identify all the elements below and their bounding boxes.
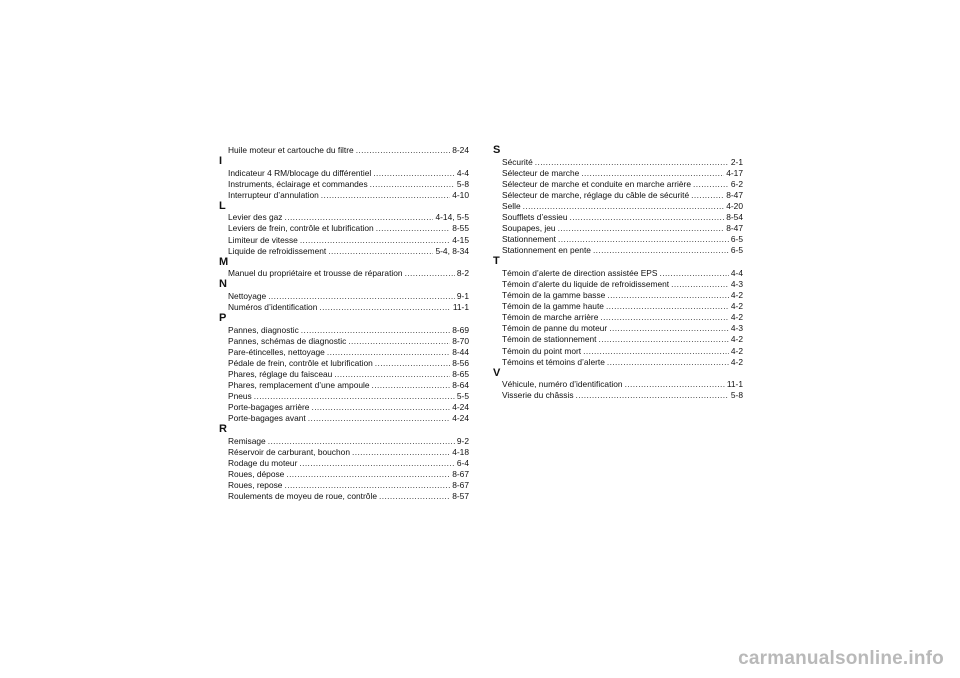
index-entry: [228, 447, 469, 458]
index-entry-page: 9-1: [456, 290, 469, 301]
index-entry-label: Huile moteur et cartouche du filtre: [228, 145, 354, 155]
index-entry-label: Liquide de refroidissement: [228, 245, 327, 256]
index-entry-page: 6-2: [730, 178, 743, 189]
dot-leader: [321, 190, 450, 201]
dot-leader: [311, 402, 450, 413]
dot-leader: [606, 301, 729, 312]
index-entry-page: 6-5: [730, 245, 743, 256]
index-entry-label: Sélecteur de marche, réglage du câble de sécurité: [502, 189, 690, 200]
index-entry-label: Témoin du point mort: [502, 345, 582, 356]
dot-leader: [570, 212, 725, 223]
index-entry: [502, 212, 743, 223]
index-entry-page: 5-8: [730, 390, 743, 401]
index-letter-heading: S: [493, 144, 501, 156]
dot-leader: [372, 380, 451, 391]
index-entry: [228, 223, 469, 234]
dot-leader: [583, 346, 729, 357]
index-entry: [228, 458, 469, 469]
dot-leader: [300, 235, 450, 246]
index-entry-label: Leviers de frein, contrôle et lubrification: [228, 223, 374, 234]
dot-leader: [625, 379, 725, 390]
index-entry: [228, 369, 469, 380]
index-entry-page: 6-4: [456, 458, 469, 469]
dot-leader: [671, 279, 729, 290]
index-entry: [502, 334, 743, 345]
index-entry-page: 8-67: [452, 480, 469, 491]
index-entry-page: 4-3: [730, 323, 743, 334]
dot-leader: [301, 325, 450, 336]
index-entry: [228, 325, 469, 336]
index-entry-page: 4-2: [730, 356, 743, 367]
index-entry: [502, 190, 743, 201]
index-entry-page: 8-47: [726, 189, 743, 200]
index-entry-page: 8-56: [452, 357, 469, 368]
index-entry-label: Visserie du châssis: [502, 390, 574, 401]
index-entry: [228, 268, 469, 279]
index-entry-label: Porte-bagages arrière: [228, 402, 310, 413]
index-entry-label: Roues, dépose: [228, 469, 285, 480]
dot-leader: [558, 223, 725, 234]
index-letter-heading: V: [493, 366, 501, 379]
index-entry-page: 8-67: [452, 469, 469, 480]
dot-leader: [334, 369, 450, 380]
index-entry-page: 4-2: [730, 301, 743, 312]
index-entry-label: Phares, réglage du faisceau: [228, 368, 333, 379]
dot-leader: [599, 334, 729, 345]
index-entry-label: Témoin de stationnement: [502, 334, 597, 345]
index-entry-label: Soufflets d’essieu: [502, 211, 568, 222]
watermark-text: carmanualsonline.info: [738, 648, 944, 669]
dot-leader: [373, 168, 455, 179]
index-entry-label: Levier des gaz: [228, 212, 283, 223]
index-entry-page: 8-69: [452, 324, 469, 335]
dot-leader: [284, 480, 450, 491]
index-entry: [228, 235, 469, 246]
index-letter-heading: P: [219, 312, 227, 325]
dot-leader: [607, 290, 729, 301]
index-entry-label: Pannes, diagnostic: [228, 324, 299, 335]
index-entry-page: 8-24: [452, 145, 469, 155]
index-entry: [228, 302, 469, 313]
dot-leader: [576, 390, 729, 401]
dot-leader: [600, 312, 729, 323]
index-entry: [228, 145, 469, 156]
dot-leader: [593, 245, 729, 256]
index-entry-label: Sélecteur de marche et conduite en marche arrière: [502, 178, 692, 189]
index-column-right: [493, 144, 743, 401]
index-entry-page: 8-55: [452, 223, 469, 234]
index-entry-label: Pneus: [228, 391, 252, 402]
index-entry-page: 4-17: [726, 167, 743, 178]
index-entry-page: 8-54: [726, 211, 743, 222]
index-entry: [502, 390, 743, 401]
index-letter-heading: N: [219, 278, 227, 291]
index-entry: [502, 157, 743, 168]
dot-leader: [607, 357, 729, 368]
index-entry: [502, 268, 743, 279]
dot-leader: [609, 323, 729, 334]
dot-leader: [286, 469, 450, 480]
index-entry-page: 8-47: [726, 223, 743, 234]
index-entry: [502, 223, 743, 234]
dot-leader: [535, 157, 729, 168]
index-entry-page: 4-24: [452, 402, 469, 413]
index-entry-page: 4-3: [730, 278, 743, 289]
index-entry-page: 5-5: [456, 391, 469, 402]
index-entry-label: Interrupteur d’annulation: [228, 189, 319, 200]
index-entry: [502, 234, 743, 245]
index-letter-heading: L: [219, 199, 226, 212]
index-entry-page: 4-24: [452, 413, 469, 424]
index-entry-label: Manuel du propriétaire et trousse de réparation: [228, 268, 403, 279]
index-entry-label: Remisage: [228, 435, 266, 446]
index-entry-label: Indicateur 4 RM/blocage du différentiel: [228, 167, 372, 178]
index-entry-page: 4-10: [452, 189, 469, 200]
index-entry: [228, 391, 469, 402]
index-entry-page: 9-2: [456, 435, 469, 446]
dot-leader: [356, 145, 451, 156]
index-entry: [228, 413, 469, 424]
index-letter-heading: M: [219, 255, 229, 268]
index-entry: [502, 346, 743, 357]
index-letter-heading: T: [493, 255, 500, 268]
dot-leader: [284, 212, 433, 223]
index-entry-label: Témoin de marche arrière: [502, 312, 599, 323]
index-letter-heading: R: [219, 423, 227, 436]
index-entry-label: Témoin d’alerte de direction assistée EPS: [502, 267, 658, 278]
index-entry-label: Roues, repose: [228, 480, 283, 491]
index-letter-heading: I: [219, 155, 223, 168]
index-entry: [502, 357, 743, 368]
index-entry: [228, 380, 469, 391]
index-entry-page: 8-57: [452, 491, 469, 502]
dot-leader: [659, 268, 728, 279]
index-entry: [502, 245, 743, 256]
index-entry-page: 4-18: [452, 446, 469, 457]
index-entry: [502, 290, 743, 301]
index-entry-label: Stationnement en pente: [502, 245, 591, 256]
index-entry-label: Limiteur de vitesse: [228, 234, 298, 245]
index-entry-page: 4-20: [726, 200, 743, 211]
index-entry: [228, 480, 469, 491]
index-entry: [502, 379, 743, 390]
index-entry-label: Véhicule, numéro d’identification: [502, 379, 623, 390]
index-entry-page: 4-4: [730, 267, 743, 278]
index-entry: [502, 179, 743, 190]
index-entry: [502, 279, 743, 290]
index-entry: [228, 358, 469, 369]
index-entry-page: 5-8: [456, 178, 469, 189]
dot-leader: [581, 168, 724, 179]
index-entry-label: Pannes, schémas de diagnostic: [228, 335, 347, 346]
index-entry-page: 11-1: [726, 379, 743, 390]
index-entry-label: Pare-étincelles, nettoyage: [228, 346, 325, 357]
index-entry: [502, 301, 743, 312]
dot-leader: [379, 491, 450, 502]
index-entry-label: Sélecteur de marche: [502, 167, 580, 178]
index-entry-page: 4-2: [730, 312, 743, 323]
dot-leader: [348, 336, 450, 347]
dot-leader: [268, 291, 455, 302]
dot-leader: [376, 223, 451, 234]
dot-leader: [405, 268, 455, 279]
dot-leader: [308, 413, 450, 424]
index-entry: [228, 246, 469, 257]
index-entry: [228, 179, 469, 190]
index-entry-page: 4-2: [730, 290, 743, 301]
index-entry-page: 4-4: [456, 167, 469, 178]
index-entry: [228, 402, 469, 413]
index-entry: [228, 190, 469, 201]
index-entry-label: Témoin d’alerte du liquide de refroidissement: [502, 278, 670, 289]
index-entry: [502, 312, 743, 323]
dot-leader: [558, 234, 729, 245]
index-entry-label: Témoins et témoins d’alerte: [502, 356, 605, 367]
dot-leader: [254, 391, 455, 402]
index-entry: [228, 168, 469, 179]
index-entry-label: Selle: [502, 200, 521, 211]
index-entry-label: Roulements de moyeu de roue, contrôle: [228, 491, 377, 502]
index-entry: [502, 201, 743, 212]
index-entry-page: 8-2: [456, 268, 469, 279]
index-entry-label: Instruments, éclairage et commandes: [228, 178, 368, 189]
index-entry-label: Rodage du moteur: [228, 458, 298, 469]
index-entry-page: 8-70: [452, 335, 469, 346]
index-entry: [502, 323, 743, 334]
dot-leader: [268, 436, 455, 447]
index-entry-page: 4-15: [452, 234, 469, 245]
dot-leader: [375, 358, 450, 369]
index-entry-page: 5-4, 8-34: [435, 245, 469, 256]
dot-leader: [299, 458, 455, 469]
index-entry-label: Pédale de frein, contrôle et lubrification: [228, 357, 373, 368]
index-entry-page: 4-2: [730, 334, 743, 345]
index-entry-page: 8-65: [452, 368, 469, 379]
index-entry-label: Phares, remplacement d’une ampoule: [228, 380, 370, 390]
index-entry: [228, 469, 469, 480]
index-entry: [228, 436, 469, 447]
index-entry: [228, 347, 469, 358]
index-entry-label: Numéros d’identification: [228, 301, 318, 312]
index-entry: [228, 491, 469, 502]
index-entry-label: Stationnement: [502, 234, 557, 245]
dot-leader: [327, 347, 450, 358]
index-entry-label: Sécurité: [502, 156, 533, 167]
index-entry-label: Soupapes, jeu: [502, 223, 556, 234]
dot-leader: [691, 190, 724, 201]
dot-leader: [693, 179, 729, 190]
index-entry-page: 8-44: [452, 346, 469, 357]
dot-leader: [328, 246, 433, 257]
index-entry-page: 8-64: [452, 380, 469, 390]
index-entry: [228, 291, 469, 302]
dot-leader: [370, 179, 455, 190]
dot-leader: [319, 302, 450, 313]
index-entry-label: Porte-bagages avant: [228, 413, 306, 424]
index-entry: [228, 336, 469, 347]
index-entry-page: 2-1: [730, 156, 743, 167]
index-entry-page: 11-1: [452, 301, 469, 312]
index-entry-label: Témoin de la gamme basse: [502, 290, 606, 301]
index-entry: [502, 168, 743, 179]
index-entry-label: Réservoir de carburant, bouchon: [228, 446, 350, 457]
index-entry: [228, 212, 469, 223]
index-entry-page: 4-14, 5-5: [435, 212, 469, 223]
dot-leader: [523, 201, 725, 212]
index-entry-page: 4-2: [730, 345, 743, 356]
index-column-left: [219, 145, 469, 502]
dot-leader: [352, 447, 450, 458]
index-entry-label: Nettoyage: [228, 290, 267, 301]
index-entry-label: Témoin de la gamme haute: [502, 301, 604, 312]
index-entry-label: Témoin de panne du moteur: [502, 323, 608, 334]
index-entry-page: 6-5: [730, 234, 743, 245]
